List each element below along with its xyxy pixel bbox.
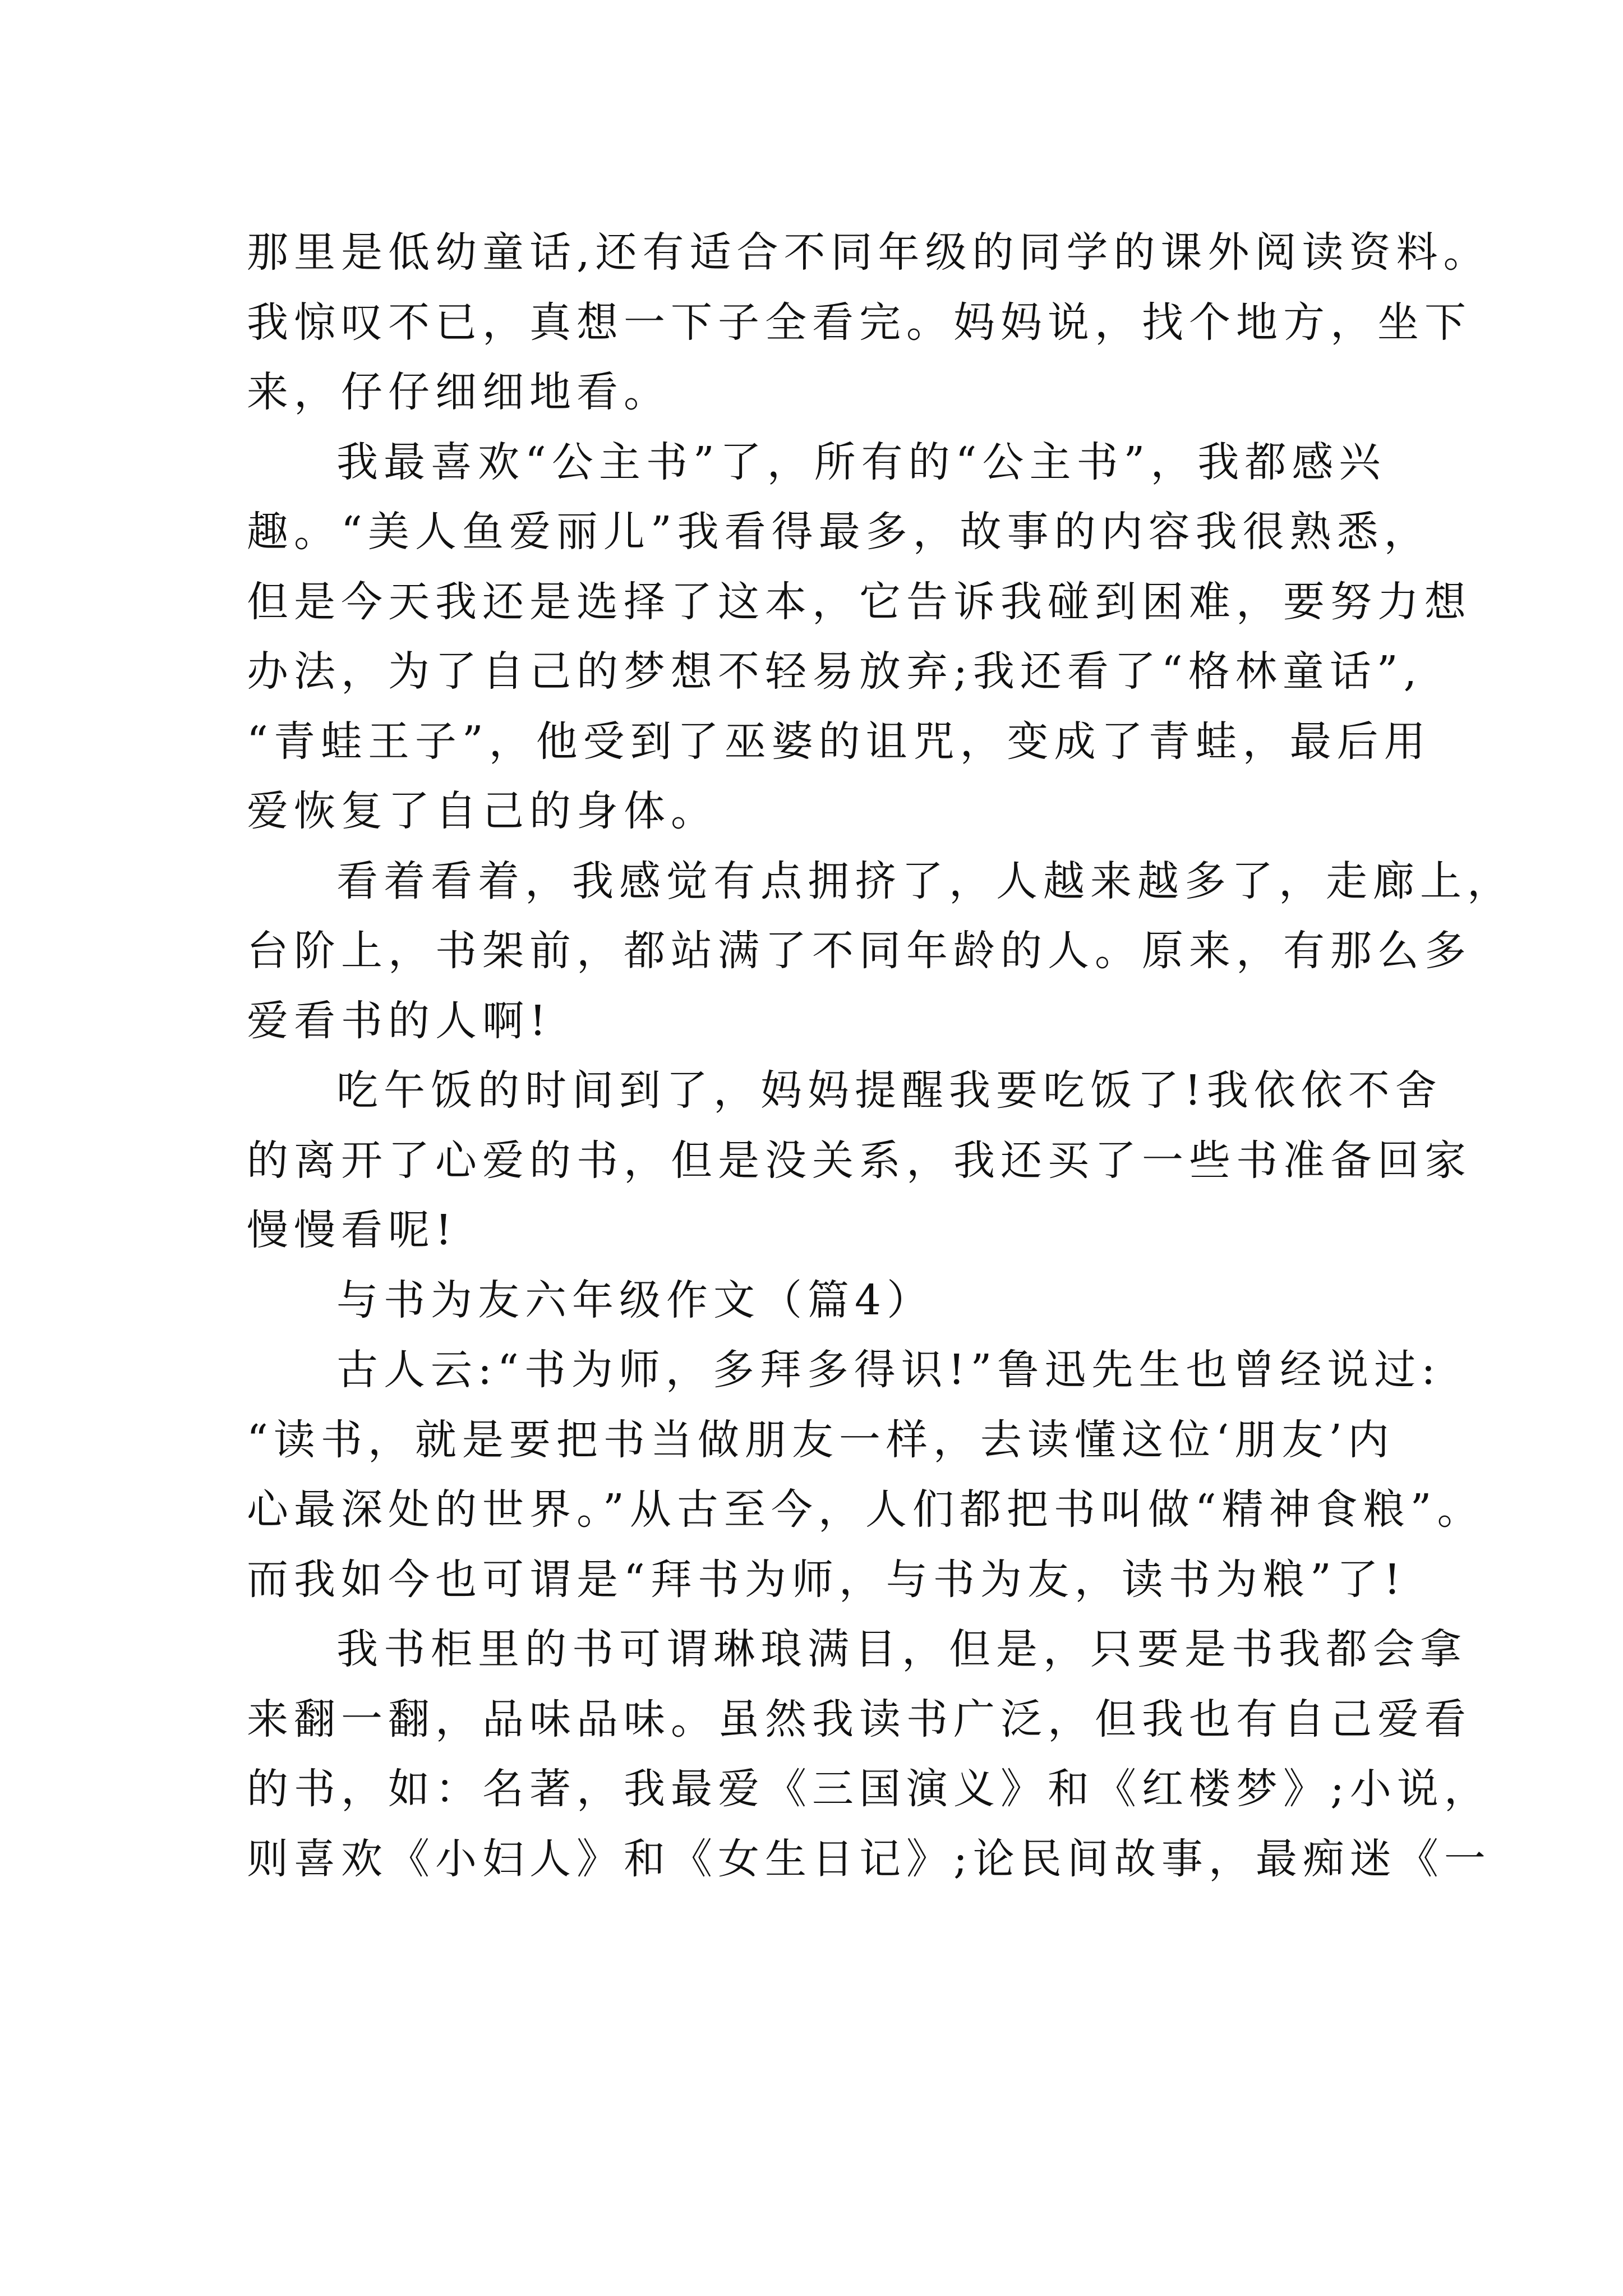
paragraph-start-line: 看着看着，我感觉有点拥挤了，人越来越多了，走廊上， (336, 857, 1514, 905)
text-line: 心最深处的世界。”从古至今，人们都把书叫做“精神食粮”。 (247, 1485, 1484, 1534)
paragraph-start-line: 我书柜里的书可谓琳琅满目，但是，只要是书我都会拿 (336, 1625, 1467, 1673)
text-line: 的离开了心爱的书，但是没关系，我还买了一些书准备回家 (247, 1136, 1472, 1185)
paragraph-start-line: 古人云:“书为师，多拜多得识!”鲁迅先生也曾经说过: (336, 1346, 1441, 1394)
text-line: “青蛙王子”，他受到了巫婆的诅咒，变成了青蛙，最后用 (247, 717, 1431, 766)
text-line: “读书，就是要把书当做朋友一样，去读懂这位‘朋友’内 (247, 1415, 1395, 1464)
text-line: 的书，如：名著，我最爱《三国演义》和《红楼梦》;小说， (247, 1765, 1491, 1813)
text-line: 慢慢看呢! (247, 1206, 458, 1254)
paragraph-start-line: 我最喜欢“公主书”了，所有的“公主书”，我都感兴 (336, 438, 1386, 486)
text-line: 我惊叹不已，真想一下子全看完。妈妈说，找个地方，坐下 (247, 298, 1472, 347)
text-line: 来翻一翻，品味品味。虽然我读书广泛，但我也有自己爱看 (247, 1695, 1472, 1743)
section-heading: 与书为友六年级作文（篇4） (336, 1276, 934, 1324)
text-line: 办法，为了自己的梦想不轻易放弃;我还看了“格林童话”, (247, 647, 1423, 696)
text-line: 则喜欢《小妇人》和《女生日记》;论民间故事，最痴迷《一 (247, 1834, 1491, 1883)
text-line: 来，仔仔细细地看。 (247, 368, 671, 416)
text-line: 台阶上，书架前，都站满了不同年龄的人。原来，有那么多 (247, 927, 1472, 975)
paragraph-start-line: 吃午饭的时间到了，妈妈提醒我要吃饭了!我依依不舍 (336, 1066, 1442, 1115)
document-body (247, 218, 1514, 1894)
text-line: 但是今天我还是选择了这本，它告诉我碰到困难，要努力想 (247, 577, 1472, 626)
text-line: 趣。“美人鱼爱丽儿”我看得最多，故事的内容我很熟悉， (247, 508, 1431, 556)
text-line: 而我如今也可谓是“拜书为师，与书为友，读书为粮”了! (247, 1555, 1407, 1604)
text-line: 爱恢复了自己的身体。 (247, 787, 718, 835)
text-line: 那里是低幼童话,还有适合不同年级的同学的课外阅读资料。 (247, 228, 1491, 277)
text-line: 爱看书的人啊! (247, 996, 552, 1045)
